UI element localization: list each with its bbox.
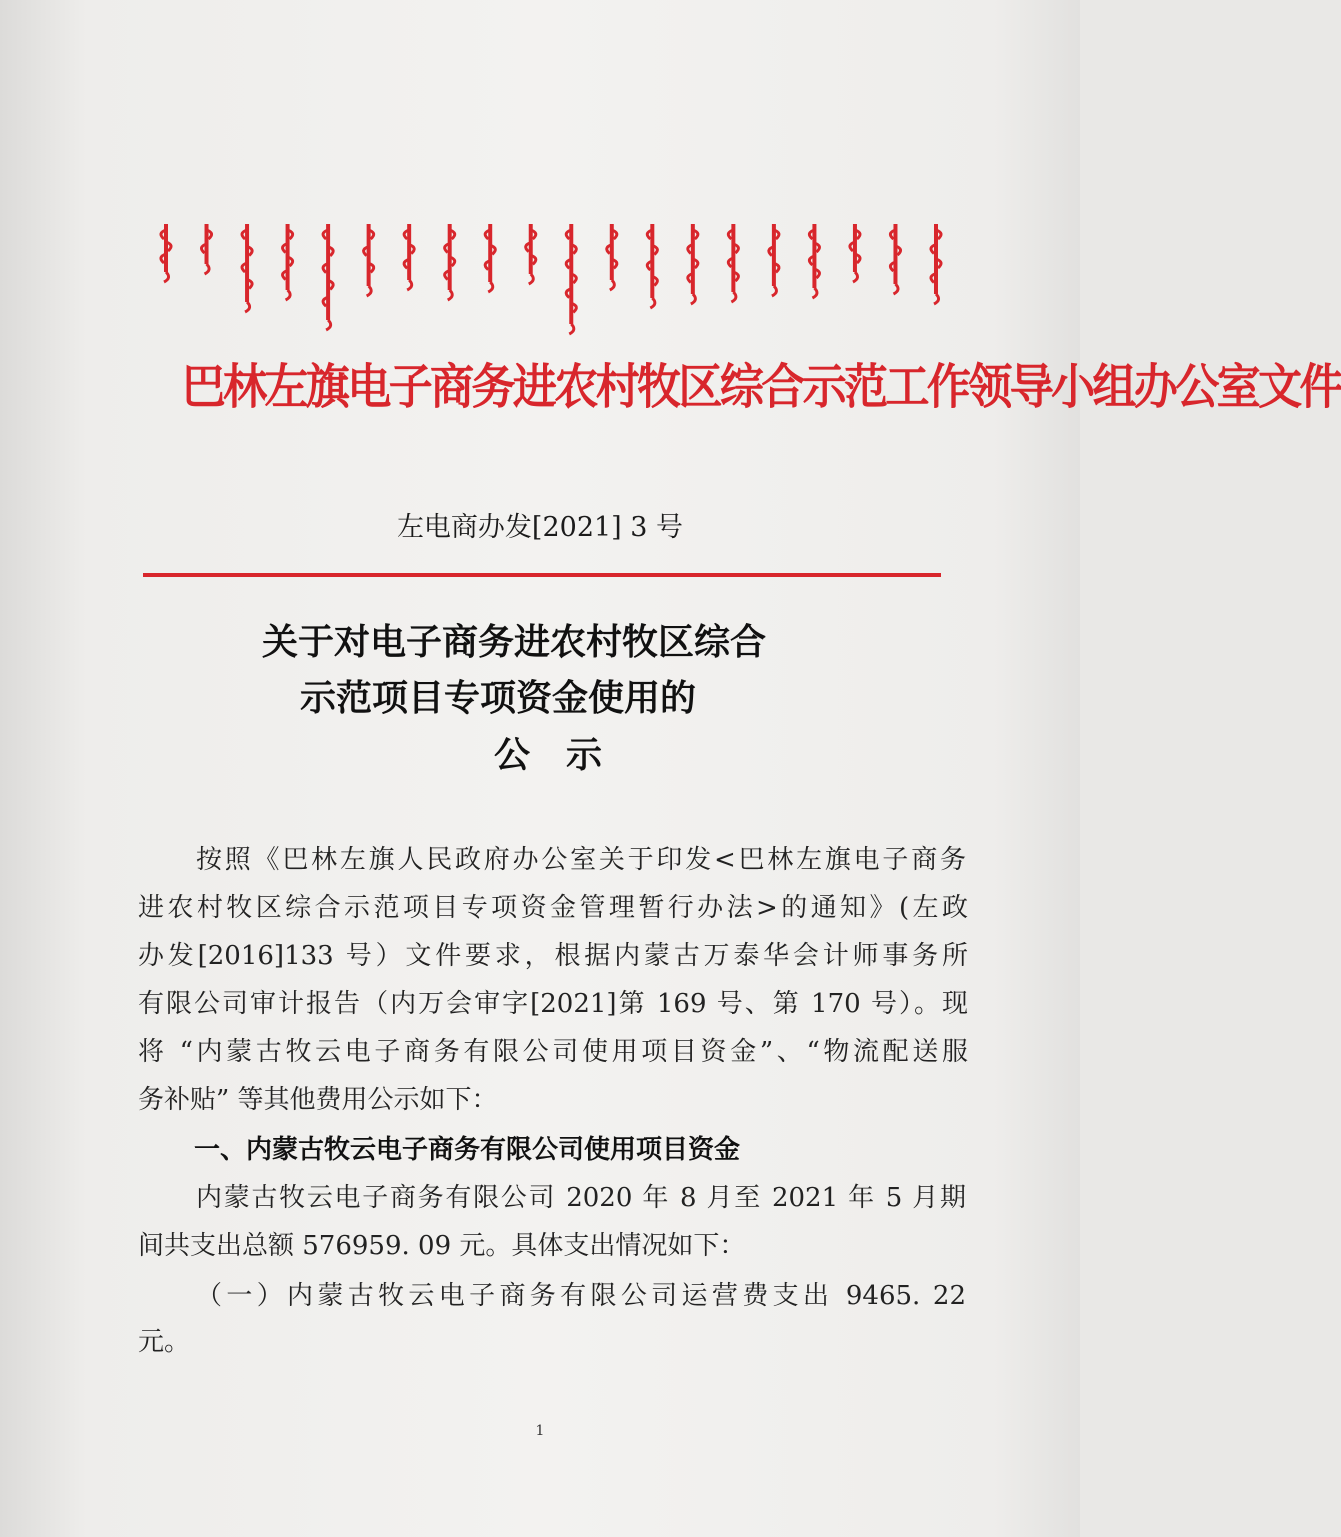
body-line: 元。: [138, 1327, 191, 1357]
mongolian-glyph-column: [367, 224, 371, 286]
notice-title-line-1: 关于对电子商务进农村牧区综合: [262, 622, 767, 663]
mongolian-glyph-tail: [529, 274, 534, 284]
body-line: 内蒙古牧云电子商务有限公司 2020 年 8 月至 2021 年 5 月期: [196, 1183, 966, 1213]
mongolian-glyph-tail: [488, 282, 493, 292]
page-number: 1: [535, 1423, 545, 1439]
notice-title-line-3: 公 示: [494, 735, 603, 776]
mongolian-glyph-tail: [610, 280, 615, 290]
document-number: 左电商办发[2021] 3 号: [396, 512, 684, 543]
red-divider-line: [143, 573, 941, 577]
body-line: 办发[2016]133 号）文件要求，根据内蒙古万泰华会计师事务所: [138, 941, 968, 971]
mongolian-glyph-tail: [164, 272, 169, 282]
mongolian-glyph-tail: [650, 298, 655, 308]
mongolian-glyph-tail: [812, 288, 817, 298]
mongolian-glyph-tail: [407, 280, 412, 290]
mongolian-glyph-tail: [367, 286, 372, 296]
mongolian-glyph-column: [772, 224, 776, 286]
mongolian-glyph-tail: [205, 264, 210, 274]
section-heading: 一、内蒙古牧云电子商务有限公司使用项目资金: [194, 1135, 741, 1165]
body-line: 将 “内蒙古牧云电子商务有限公司使用项目资金”、“物流配送服: [138, 1037, 968, 1067]
mongolian-script-title: [160, 220, 940, 330]
mongolian-glyph-tail: [731, 292, 736, 302]
mongolian-glyph-tail: [448, 290, 453, 300]
mongolian-glyph-column: [610, 224, 614, 280]
mongolian-glyph-tail: [286, 290, 291, 300]
issuing-office-title: 巴林左旗电子商务进农村牧区综合示范工作领导小组办公室文件: [181, 359, 1341, 415]
body-line: 按照《巴林左旗人民政府办公室关于印发<巴林左旗电子商务: [196, 845, 966, 875]
body-line: 进农村牧区综合示范项目专项资金管理暂行办法>的通知》(左政: [138, 893, 968, 923]
mongolian-glyph-tail: [245, 302, 250, 312]
body-line: 间共支出总额 576959. 09 元。具体支出情况如下：: [138, 1231, 746, 1261]
body-line: 务补贴” 等其他费用公示如下：: [138, 1085, 498, 1115]
mongolian-glyph-tail: [691, 294, 696, 304]
mongolian-glyph-tail: [934, 294, 939, 304]
body-line: 有限公司审计报告（内万会审字[2021]第 169 号、第 170 号）。现: [138, 989, 968, 1019]
mongolian-glyph-tail: [853, 272, 858, 282]
mongolian-glyph-column: [407, 224, 411, 280]
mongolian-glyph-tail: [569, 324, 574, 334]
mongolian-glyph-tail: [772, 286, 777, 296]
mongolian-glyph-column: [326, 224, 330, 320]
mongolian-glyph-tail: [893, 284, 898, 294]
notice-title-line-2: 示范项目专项资金使用的: [300, 678, 697, 719]
mongolian-glyph-tail: [326, 320, 331, 330]
body-line: （一）内蒙古牧云电子商务有限公司运营费支出 9465. 22: [196, 1281, 966, 1311]
